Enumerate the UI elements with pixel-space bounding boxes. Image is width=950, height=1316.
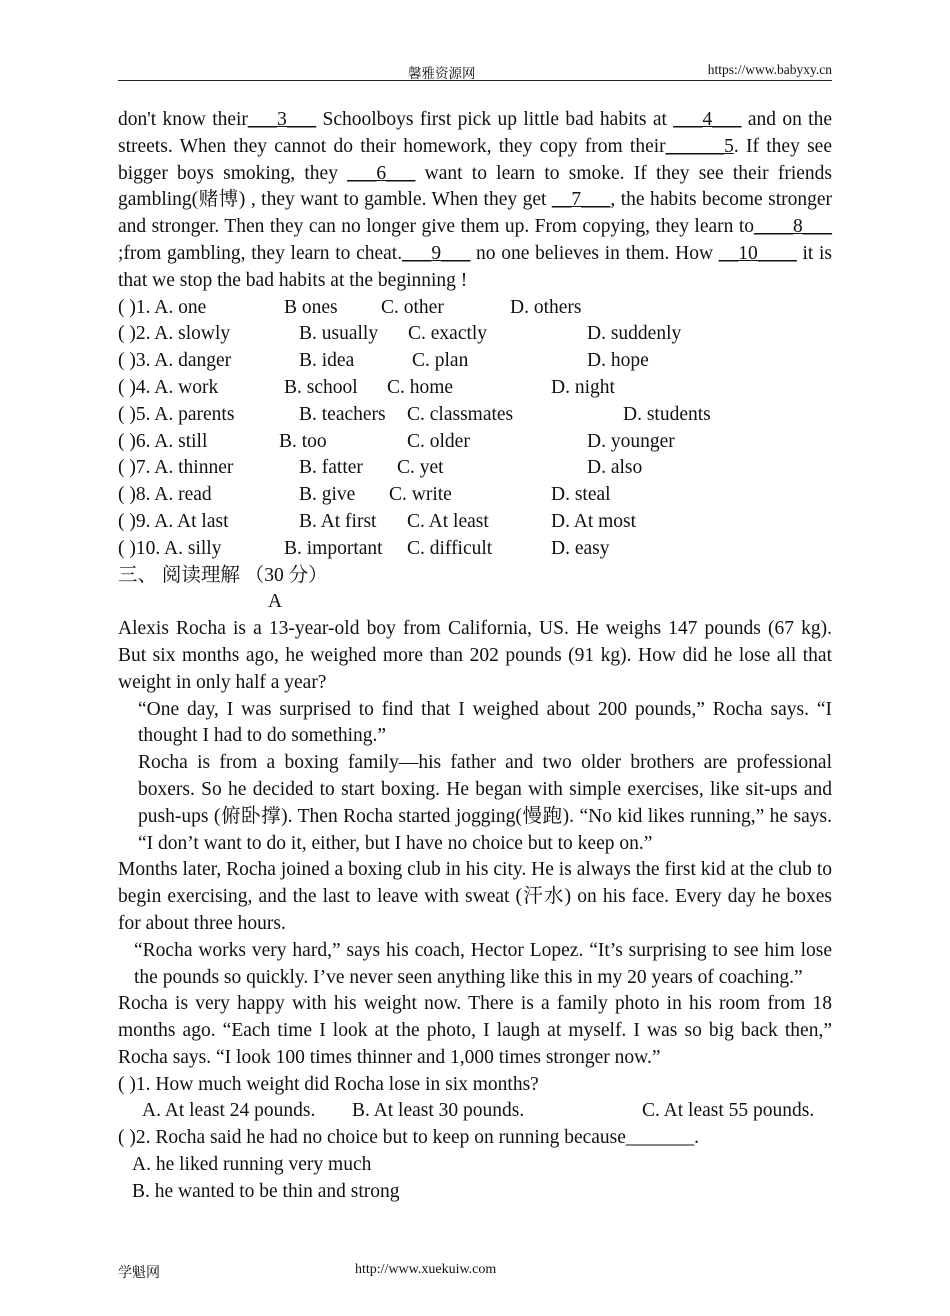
reading-paragraph: “One day, I was surprised to find that I weighed about 200 pounds,” Rocha says. “I thought I had to do something.” xyxy=(138,698,832,747)
cloze-option-row-2: ( )2. A. slowly B. usually C. exactly D. suddenly xyxy=(118,323,682,345)
cloze-option-row-10: ( )10. A. silly B. important C. difficult D. easy xyxy=(118,537,610,559)
blank-10: __10____ xyxy=(718,242,797,264)
blank-5: ______5 xyxy=(665,135,734,157)
footer-site: 学魁网 xyxy=(118,1266,160,1281)
question-1-options: A. At least 24 pounds. B. At least 30 pounds. C. At least 55 pounds. xyxy=(142,1100,815,1122)
cloze-option-row-6: ( )6. A. still B. too C. older D. younger xyxy=(118,430,675,452)
cloze-option-row-5: ( )5. A. parents B. teachers C. classmates D. students xyxy=(118,403,711,425)
question-2-option-b: B. he wanted to be thin and strong xyxy=(132,1180,400,1202)
passage-letter: A xyxy=(268,591,283,613)
header-site: 馨雅资源网 xyxy=(408,66,476,81)
reading-paragraph: Rocha is very happy with his weight now. There is a family photo in his room from 18 months ago. “Each time I look at the photo, I laugh at myself. I was so big back then,” Rocha says. “I look 100 times thinner and 1,000 times stronger now.” xyxy=(118,993,832,1068)
blank-8: ____8___ xyxy=(754,216,832,238)
cloze-option-row-1: ( )1. A. one B ones C. other D. others xyxy=(118,296,582,318)
question-2-option-a: A. he liked running very much xyxy=(132,1154,372,1176)
cloze-option-row-3: ( )3. A. danger B. idea C. plan D. hope xyxy=(118,350,649,372)
blank-4: ___4___ xyxy=(673,109,742,130)
reading-paragraph: Months later, Rocha joined a boxing club in his city. He is always the first kid at the club to begin exercising, and the last to leave with sweat (汗水) on his face. Every day he boxes for about three hours. xyxy=(118,859,832,934)
section-title: 三、 阅读理解 （30 分） xyxy=(118,564,328,586)
header-url[interactable]: https://www.babyxy.cn xyxy=(707,62,832,77)
question-1: ( )1. How much weight did Rocha lose in six months? xyxy=(118,1073,539,1095)
cloze-option-row-4: ( )4. A. work B. school C. home D. night xyxy=(118,376,615,398)
reading-paragraph: “Rocha works very hard,” says his coach, Hector Lopez. “It’s surprising to see him lose the pounds so quickly. I’ve never seen anything like this in my 20 years of coaching.” xyxy=(134,939,832,988)
blank-7: __7___ xyxy=(551,189,611,211)
cloze-option-row-9: ( )9. A. At last B. At first C. At least D. At most xyxy=(118,510,637,532)
document-body xyxy=(118,107,832,1206)
blank-3: ___3___ xyxy=(247,109,317,130)
reading-paragraph: Rocha is from a boxing family—his father and two older brothers are professional boxers. So he decided to start boxing. He began with simple exercises, like sit-ups and push-ups (俯卧撑). Then Rocha started jogging(慢跑). “No kid likes running,” he says. “I don’t want to do it, either, but I have no choice but to keep on.” xyxy=(138,752,832,854)
blank-9: ___9___ xyxy=(402,242,471,264)
cloze-option-row-7: ( )7. A. thinner B. fatter C. yet D. also xyxy=(118,457,643,479)
cloze-option-row-8: ( )8. A. read B. give C. write D. steal xyxy=(118,484,611,506)
question-2: ( )2. Rocha said he had no choice but to keep on running because_______. xyxy=(118,1127,700,1149)
footer-url[interactable]: http://www.xuekuiw.com xyxy=(355,1262,497,1277)
blank-6: ___6___ xyxy=(347,162,416,184)
cloze-passage-end: don't know their___3___ Schoolboys first pick up little bad habits at ___4___ and on the streets. When they cannot do their homework, they copy from their______5. If they see bigger boys smoking, they ___6___ want to learn to smoke. If they see their friends gambling(赌博) , they want to gamble. When they get __7___, the habits become stronger and stronger. Then they can no longer give them up. From copying, they learn to____8___ ;from gambling, they learn to cheat.___9___ no one believes in them. How __10____ it is that we stop the bad habits at the beginning ! xyxy=(118,109,832,291)
header-divider xyxy=(118,80,832,81)
reading-paragraph: Alexis Rocha is a 13-year-old boy from California, US. He weighs 147 pounds (67 kg). But six months ago, he weighed more than 202 pounds (91 kg). How did he lose all that weight in only half a year? xyxy=(118,618,832,693)
